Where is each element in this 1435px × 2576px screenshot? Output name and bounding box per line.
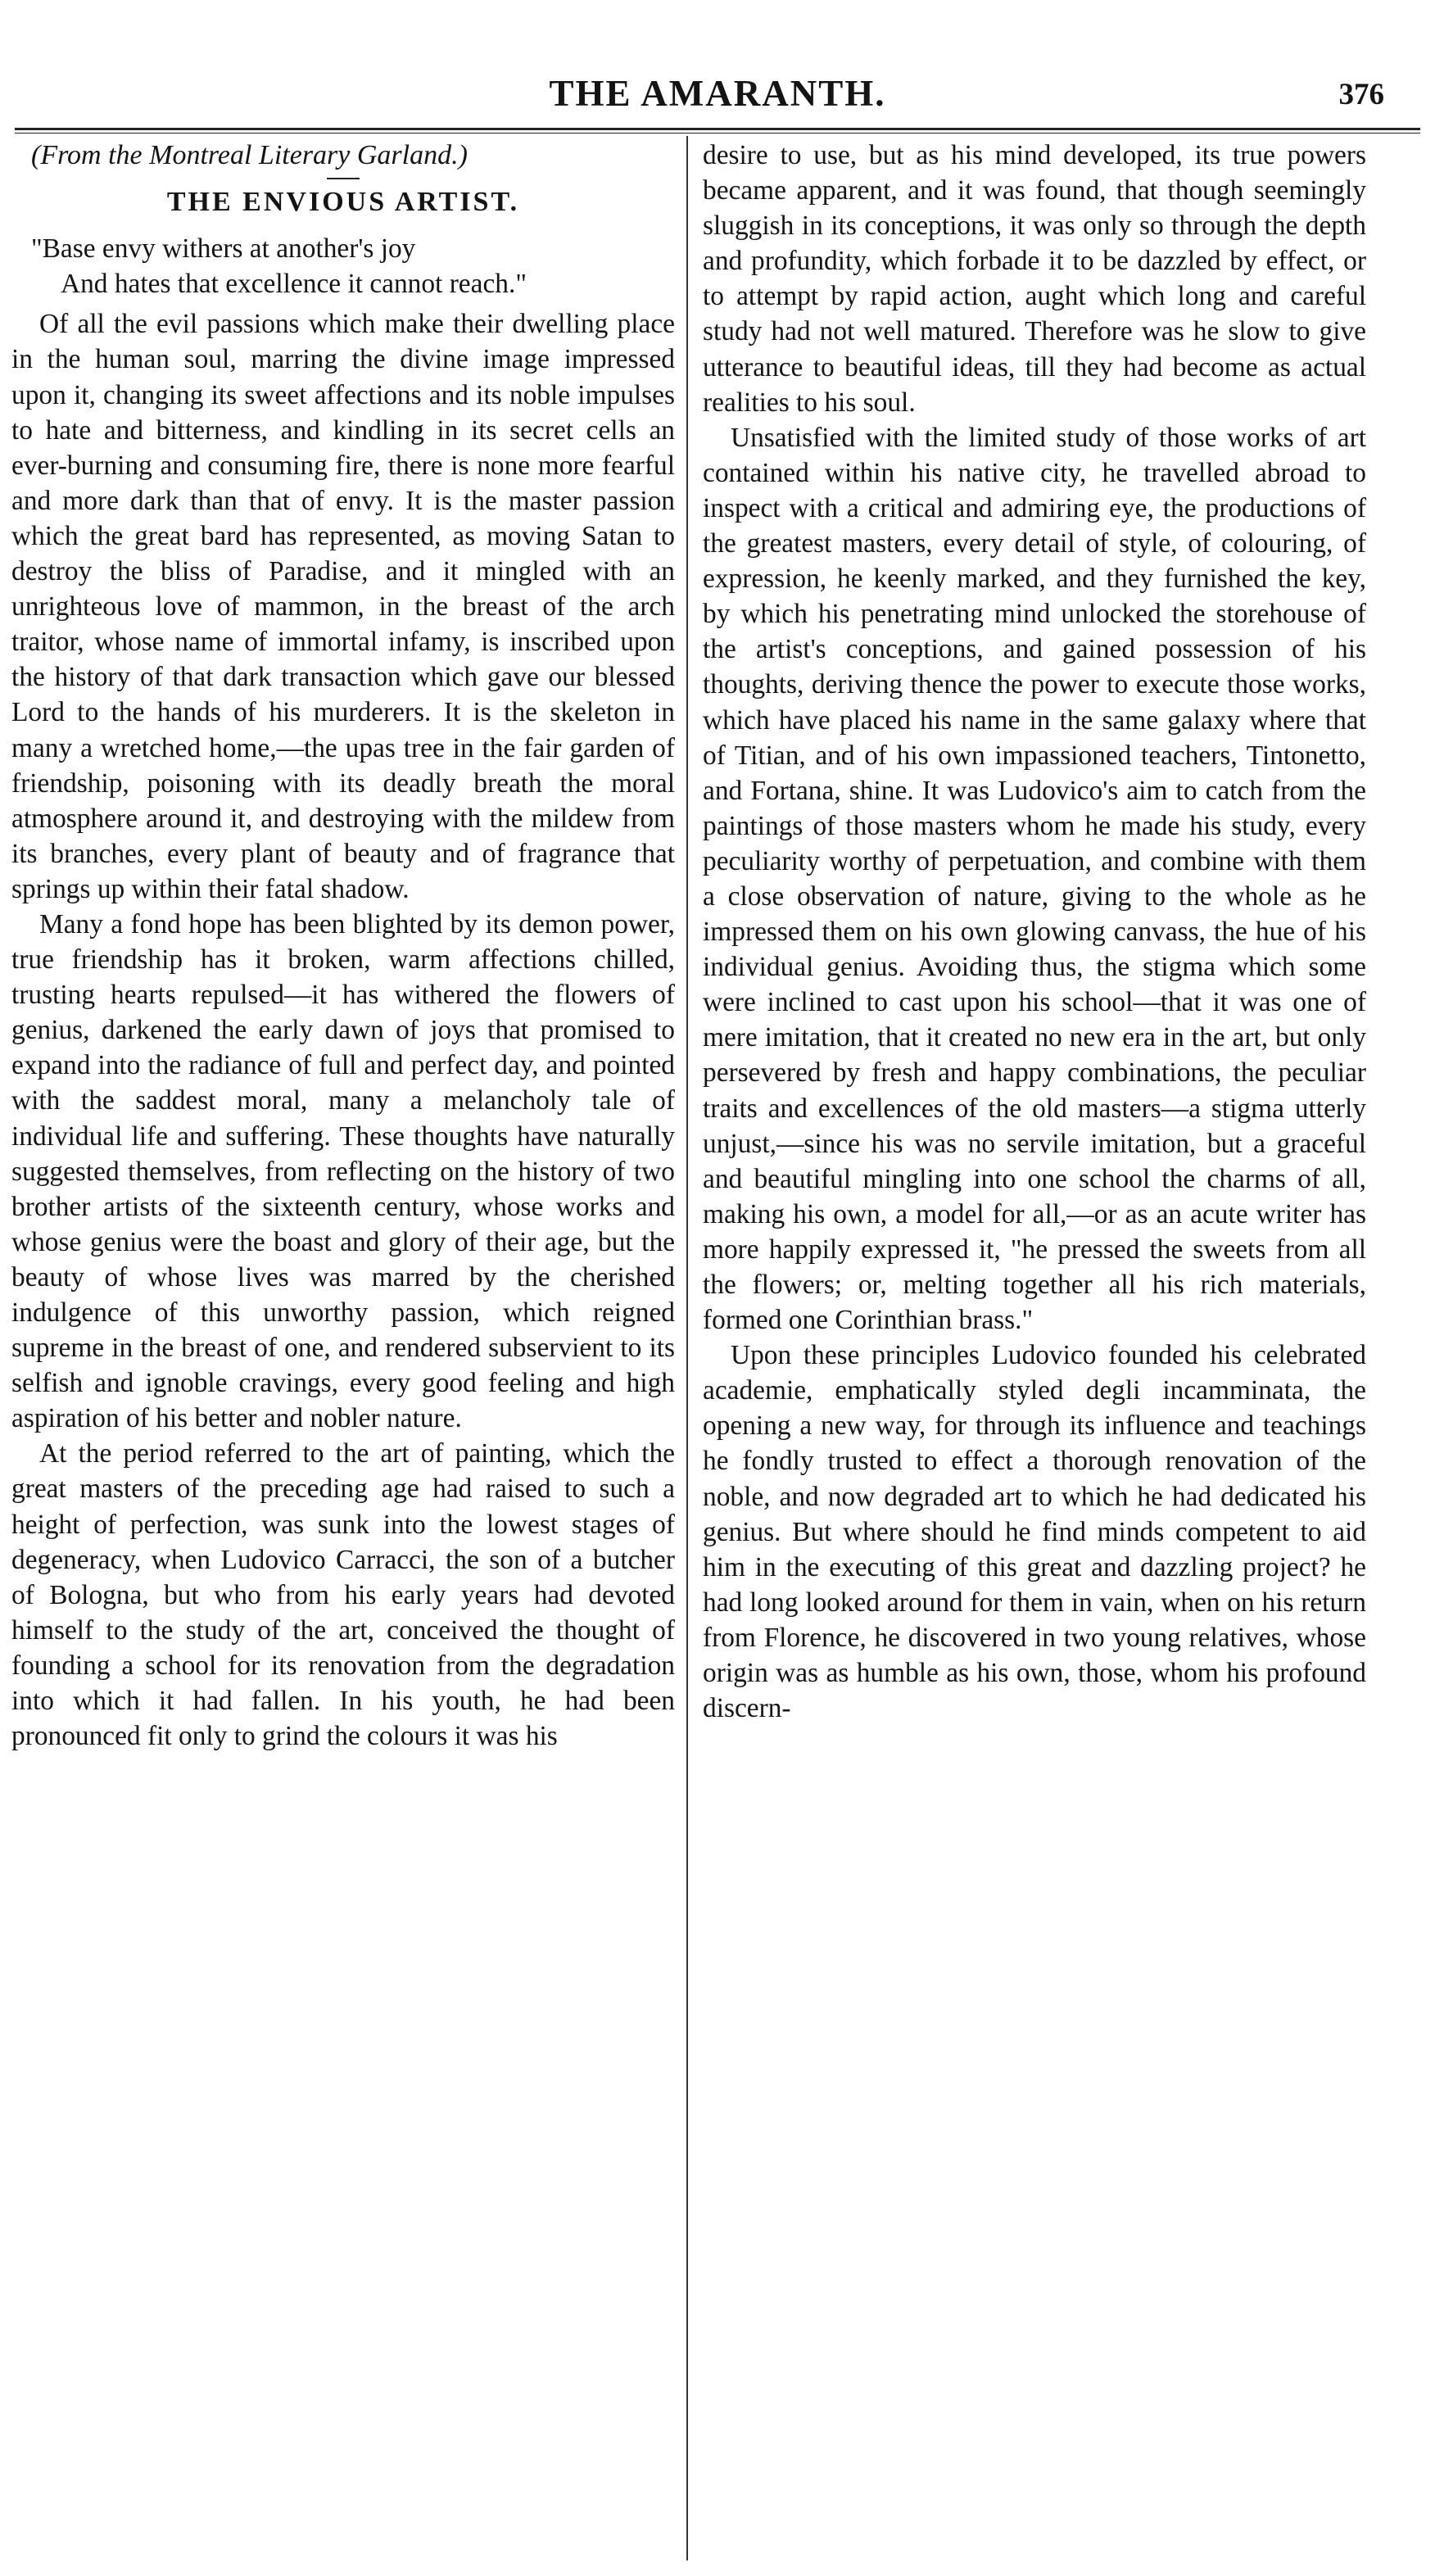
column-divider	[686, 136, 688, 2560]
page-header	[0, 72, 1435, 121]
epigraph-line: "Base envy withers at another's joy	[31, 233, 416, 265]
page-number: 376	[1338, 78, 1384, 111]
paragraph: Upon these principles Ludovico founded his celebrated academie, emphatically styled degli incamminata, the opening a new way, for through its influence and teachings he fondly trusted to effect a thorough renovation of the noble, and now degraded art to which he had dedicated his genius. But where should he find minds competent to aid him in the executing of this great and dazzling project? he had long looked around for them in vain, when on his return from Florence, he discovered in two young relatives, whose origin was as humble as his own, those, whom his profound discern-	[703, 1340, 1366, 1724]
article-source: (From the Montreal Literary Garland.)	[31, 140, 468, 170]
paragraph: Unsatisfied with the limited study of those works of art contained within his native city, he travelled abroad to inspect with a critical and admiring eye, the productions of the greatest masters, every detail of style, of colouring, of expression, he keenly marked, and they furnished the key, by which his penetrating mind unlocked the storehouse of the artist's conceptions, and gained possession of his thoughts, deriving thence the power to execute those works, which have placed his name in the same galaxy where that of Titian, and of his own impassioned teachers, Tintonetto, and Fortana, shine. It was Ludovico's aim to catch from the paintings of those masters whom he made his study, every peculiarity worthy of perpetuation, and combine with them a close observation of nature, giving to the whole as he impressed them on his own glowing canvass, the hue of his individual genius. Avoiding thus, the stigma which some were inclined to cast upon his school—that it was one of mere imitation, that it created no new era in the art, but only persevered by fresh and happy combinations, the peculiar traits and excellences of the old masters—a stigma utterly unjust,—since his was no servile imitation, but a graceful and beautiful mingling into one school the charms of all, making his own, a model for all,—or as an acute writer has more happily expressed it, "he pressed the sweets from all the flowers; or, melting together all his rich materials, formed one Corinthian brass."	[703, 422, 1366, 1336]
right-column	[703, 138, 1366, 2562]
running-title: THE AMARANTH.	[549, 73, 886, 114]
epigraph-line: And hates that excellence it cannot reach."	[61, 269, 527, 300]
paragraph: Of all the evil passions which make their dwelling place in the human soul, marring the divine image impressed upon it, changing its sweet affections and its noble impulses to hate and bitterness, and kindling in its secret cells an ever-burning and consuming fire, there is none more fearful and more dark than that of envy. It is the master passion which the great bard has represented, as moving Satan to destroy the bliss of Paradise, and it mingled with an unrighteous love of mammon, in the breast of the arch traitor, whose name of immortal infamy, is inscribed upon the history of that dark transaction which gave our blessed Lord to the hands of his murderers. It is the skeleton in many a wretched home,—the upas tree in the fair garden of friendship, poisoning with its deadly breath the moral atmosphere around it, and destroying with the mildew from its branches, every plant of beauty and of fragrance that springs up within their fatal shadow.	[11, 309, 675, 904]
epigraph	[31, 231, 675, 301]
paragraph-continued: desire to use, but as his mind developed, its true powers became apparent, and it was found, that though seemingly sluggish in its conceptions, it was only so through the depth and profundity, which forbade it to be dazzled by effect, or to attempt by rapid action, aught which long and careful study had not well matured. Therefore was he slow to give utterance to beautiful ideas, till they had become as actual realities to his soul.	[703, 140, 1366, 418]
header-rule	[15, 128, 1420, 134]
article-title: THE ENVIOUS ARTIST.	[166, 187, 520, 218]
paragraph: Many a fond hope has been blighted by its demon power, true friendship has it broken, warm affections chilled, trusting hearts repulsed—it has withered the flowers of genius, darkened the early dawn of joys that promised to expand into the radiance of full and perfect day, and pointed with the saddest moral, many a melancholy tale of individual life and suffering. These thoughts have naturally suggested themselves, from reflecting on the history of two brother artists of the sixteenth century, whose works and whose genius were the boast and glory of their age, but the beauty of whose lives was marred by the cherished indulgence of this unworthy passion, which reigned supreme in the breast of one, and rendered subservient to its selfish and ignoble cravings, every good feeling and high aspiration of his better and nobler nature.	[11, 908, 675, 1434]
title-dash	[327, 178, 360, 179]
paragraph: At the period referred to the art of painting, which the great masters of the preceding age had raised to such a height of perfection, was sunk into the lowest stages of degeneracy, when Ludovico Carracci, the son of a butcher of Bologna, but who from his early years had devoted himself to the study of the art, conceived the thought of founding a school for its renovation from the degradation into which it had fallen. In his youth, he had been pronounced fit only to grind the colours it was his	[11, 1438, 675, 1752]
left-column	[11, 138, 675, 2562]
